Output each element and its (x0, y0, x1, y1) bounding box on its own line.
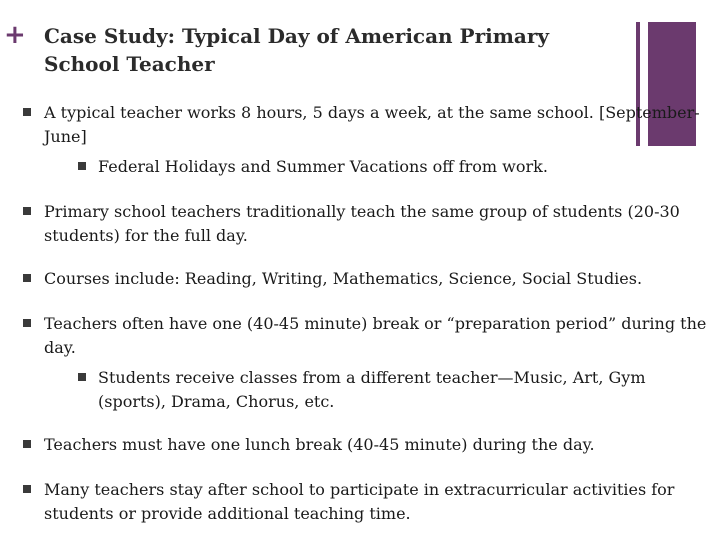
bullet-square-icon (23, 108, 31, 116)
bullet-item: Teachers often have one (40-45 minute) break or “preparation period” during the day. (44, 314, 707, 357)
sub-bullet-item: Federal Holidays and Summer Vacations off from work. (98, 157, 548, 176)
bullet-square-icon (23, 440, 31, 448)
bullet-square-icon (23, 319, 31, 327)
sub-bullet-item: Students receive classes from a different teacher—Music, Art, Gym (sports), Drama, Chorus, etc. (98, 368, 646, 411)
bullet-square-icon (78, 373, 86, 381)
slide-title: Case Study: Typical Day of American Primary School Teacher (44, 24, 550, 76)
bullet-item: Teachers must have one lunch break (40-45 minute) during the day. (44, 435, 595, 454)
bullet-item: A typical teacher works 8 hours, 5 days a week, at the same school. [September-June] (44, 103, 700, 146)
bullet-square-icon (23, 274, 31, 282)
bullet-item: Many teachers stay after school to participate in extracurricular activities for students or provide additional teaching time. (44, 480, 675, 523)
bullet-item: Courses include: Reading, Writing, Mathematics, Science, Social Studies. (44, 269, 643, 288)
plus-icon: + (4, 20, 26, 50)
bullet-square-icon (23, 485, 31, 493)
bullet-square-icon (78, 162, 86, 170)
bullet-square-icon (23, 207, 31, 215)
bullet-item: Primary school teachers traditionally teach the same group of students (20-30 students) for the full day. (44, 202, 680, 245)
